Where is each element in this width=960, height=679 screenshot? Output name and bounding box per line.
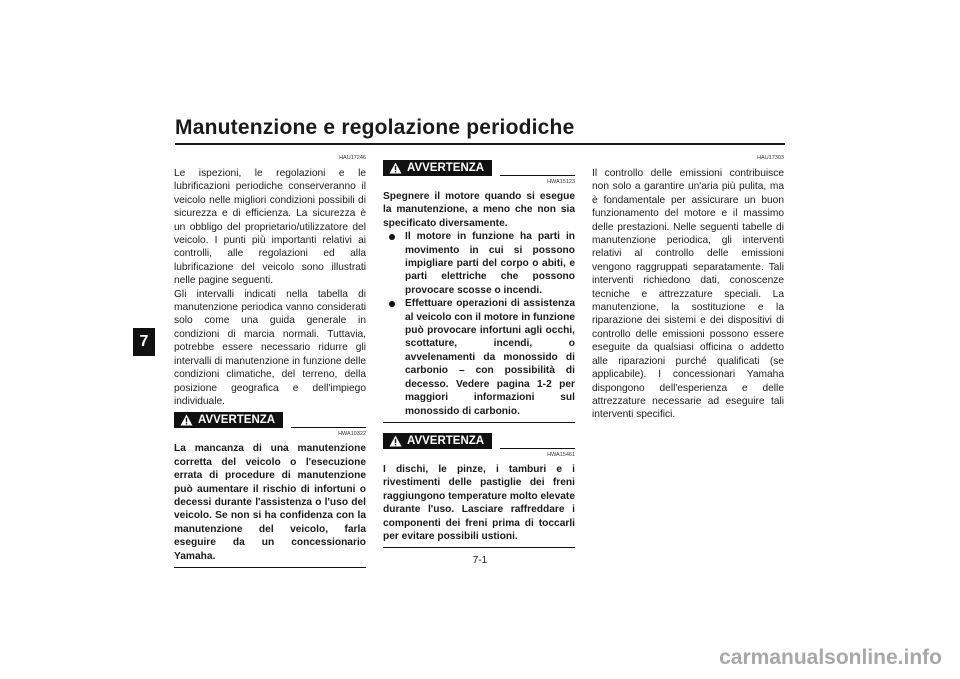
warning-triangle-icon [389,435,402,447]
warning-box [174,412,366,568]
intervals-paragraph: Gli intervalli indicati nella tabella di manutenzione periodica vanno considerati solo come una guida generale in condizioni di marcia normali. Tuttavia, potrebbe essere necessario ridurre gli intervalli di manutenzione in funzione delle condizioni climatiche, del terreno, della posizione geografica e dell'impiego individuale. [174,288,366,407]
warning-triangle-icon [389,162,402,174]
section-code: HAU17246 [339,155,366,161]
title-rule [175,143,785,145]
warning-text: Spegnere il motore quando si esegue la manutenzione, a meno che non sia specificato diversamente. [383,191,575,229]
warning-code: HWA15461 [547,451,575,458]
warning-badge [383,433,492,449]
warning-label: AVVERTENZA [198,414,276,427]
column-2 [383,150,575,548]
chapter-tab: 7 [133,328,155,356]
section-code: HAU17303 [757,155,784,161]
warning-triangle-icon [180,414,193,426]
list-item-text: Effettuare operazioni di assistenza al veicolo con il motore in funzione può provocare infortuni agli occhi, scottature, incendi, o avvelenamenti da monossido di carbonio – con possibilità di decesso. Vedere pagina 1-2 per maggiori informazioni sul monossido di carbonio. [405,298,575,417]
page-title: Manutenzione e regolazione periodiche [175,116,575,139]
warning-box [383,160,575,423]
warning-end-rule [383,422,575,423]
warning-end-rule [383,547,575,548]
warning-box [383,433,575,548]
intro-paragraph: Le ispezioni, le regolazioni e le lubrificazioni periodiche conserveranno il veicolo nelle migliori condizioni possibili di sicurezza e di efficienza. La sicurezza è un obbligo del proprietario/utilizzatore del veicolo. I punti più importanti relativi ai controlli, alle regolazioni ed alla lubrificazione del veicolo sono illustrati nelle pagine seguenti. [174,168,366,287]
warning-text: I dischi, le pinze, i tamburi e i rivestimenti delle pastiglie dei freni raggiungono temperature molto elevate durante l'uso. Lasciare raffreddare i componenti dei freni prima di toccarli per evitare possibili ustioni. [383,463,575,542]
warning-header [383,433,575,449]
warning-end-rule [174,567,366,568]
list-item-text: Il motore in funzione ha parti in movimento in cui si possono impigliare parti del corpo o abiti, e parti elettriche che possono provocare scosse o incendi. [405,231,575,296]
warning-header [174,412,366,428]
warning-header-rule [291,427,366,428]
warning-badge [383,160,492,176]
warning-header-rule [500,175,575,176]
column-1 [174,150,366,568]
list-item [405,230,575,297]
warning-badge [174,412,283,428]
warning-label: AVVERTENZA [407,434,485,447]
bullet-icon [389,301,395,307]
watermark: carmanualsonline.info [719,646,942,669]
warning-label: AVVERTENZA [407,162,485,174]
warning-header [383,160,575,176]
warning-code: HWA10322 [338,431,366,438]
warning-code: HWA15123 [547,179,575,185]
warning-text: La mancanza di una manutenzione corretta del veicolo o l'esecuzione errata di procedure di manutenzione può aumentare il rischio di infortuni o decessi durante l'assistenza o l'uso del veicolo. Se non si ha confidenza con la manutenzione del veicolo, farla eseguire da un concessionario Yamaha. [174,443,366,562]
emissions-paragraph: Il controllo delle emissioni contribuisce non solo a garantire un'aria più pulita, ma è fondamentale per assicurare un buon funzionamento del motore e il massimo delle prestazioni. Nelle seguenti tabelle di manutenzione periodica, gli interventi relativi al controllo delle emissioni vengono raggruppati separatamente. Tali interventi richiedono dati, conoscenze tecniche e attrezzature speciali. La manutenzione, la sostituzione e la riparazione dei sistemi e dei dispositivi di controllo delle emissioni possono essere eseguite da qualsiasi officina o addetto alle riparazioni purché qualificati (se applicabile). I concessionari Yamaha dispongono dell'esperienza e delle attrezzature necessarie ad eseguire tali interventi specifici. [592,168,784,421]
column-3 [592,150,784,422]
warning-bullet-list [383,230,575,418]
warning-header-rule [500,448,575,449]
bullet-icon [389,234,395,240]
page-number: 7-1 [472,555,488,566]
list-item [405,297,575,418]
